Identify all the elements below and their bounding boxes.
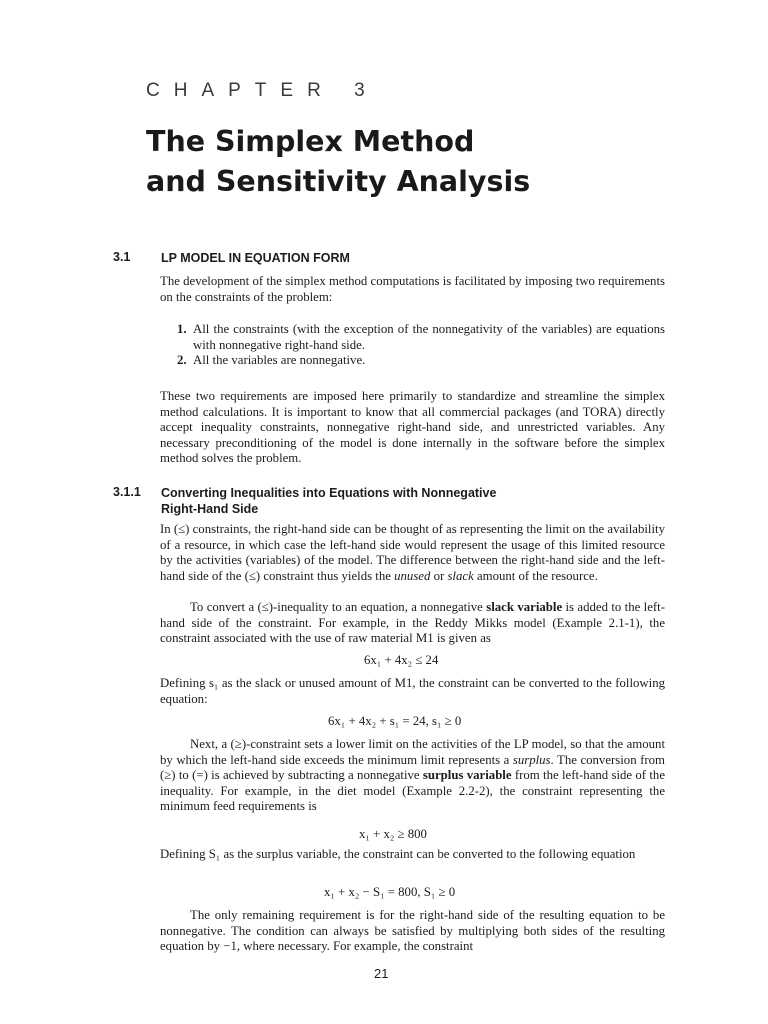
equation: x₁ + x₂ ≥ 800: [359, 827, 427, 841]
subsection-title-line2: Right-Hand Side: [161, 502, 259, 516]
equation: x₁ + x₂ − S₁ = 800, S₁ ≥ 0: [324, 885, 456, 899]
text-run: Next, a (≥)-constraint sets a lower limit on the activities of the LP model, so that the amount by which the left-hand side exceeds the minimum limit represents a: [160, 737, 665, 767]
requirements-list: [177, 322, 665, 369]
text-run: . The conversion from (≥) to (=) is achieved by subtracting a nonnegative: [160, 752, 665, 782]
subsection-title-line1: Converting Inequalities into Equations with Nonnegative: [161, 486, 497, 500]
section-paragraph: These two requirements are imposed here primarily to standardize and streamline the simplex method calculations. It is important to know that all commercial packages (and TORA) directly accept inequality constraints, nonnegative right-hand side, and unrestricted variables. Any necessary preconditioning of the model is done internally in the software before the simplex method solves the problem.: [160, 389, 665, 465]
paragraph-surplus-definition: Defining S₁ as the surplus variable, the constraint can be converted to the following equation: [160, 847, 636, 861]
list-item-number: 2.: [177, 353, 187, 367]
list-item: [177, 353, 665, 369]
section-number: 3.1: [113, 250, 131, 264]
text-run: from the left-hand side of the inequality. For example, in the diet model (Example 2.2-2), the constraint representing the minimum feed requirements is: [160, 768, 665, 813]
text-run: is added to the left-hand side of the constraint. For example, in the Reddy Mikks model (Example 2.1-1), the constraint associated with the use of raw material M1 is given as: [160, 600, 665, 645]
list-item-text: All the constraints (with the exception of the nonnegativity of the variables) are equations with nonnegative right-hand side.: [193, 322, 665, 352]
section-title: LP MODEL IN EQUATION FORM: [161, 251, 350, 265]
list-item: [177, 322, 665, 353]
bold-term: slack variable: [486, 600, 563, 614]
italic-term: unused: [394, 568, 431, 583]
paragraph-nonnegative-rhs: The only remaining requirement is for the right-hand side of the resulting equation to be nonnegative. The condition can always be satisfied by multiplying both sides of the resulting equation by −1, where necessary. For example, the constraint: [160, 908, 665, 953]
chapter-title-line2: and Sensitivity Analysis: [146, 165, 531, 198]
italic-term: surplus: [512, 752, 551, 767]
equation: 6x₁ + 4x₂ + s₁ = 24, s₁ ≥ 0: [328, 714, 462, 728]
paragraph-surplus: [160, 737, 665, 815]
text-run: To convert a (≤)-inequality to an equation, a nonnegative: [190, 600, 487, 614]
bold-term: surplus variable: [422, 768, 512, 782]
text-run: In (≤) constraints, the right-hand side can be thought of as representing the limit on the availability of a resource, in which case the left-hand side would represent the usage of this limited resource by the activities (variables) of the model. The difference between the right-hand side and the left-hand side of the (≤) constraint thus yields the: [160, 522, 665, 583]
text-run: or: [430, 568, 448, 583]
list-item-text: All the variables are nonnegative.: [193, 353, 366, 367]
italic-term: slack: [447, 568, 474, 583]
paragraph-slack-intro: [160, 522, 665, 584]
paragraph-slack-variable: [160, 600, 665, 647]
paragraph-slack-definition: Defining s₁ as the slack or unused amount of M1, the constraint can be converted to the following equation:: [160, 676, 665, 706]
subsection-title: [161, 485, 496, 517]
list-item-number: 1.: [177, 322, 187, 336]
chapter-title-line1: The Simplex Method: [146, 125, 475, 158]
section-intro: The development of the simplex method computations is facilitated by imposing two requirements on the constraints of the problem:: [160, 274, 665, 304]
chapter-title: [146, 122, 530, 202]
text-run: amount of the resource.: [473, 568, 598, 583]
equation: 6x₁ + 4x₂ ≤ 24: [364, 653, 439, 667]
chapter-label: CHAPTER 3: [146, 80, 379, 101]
subsection-number: 3.1.1: [113, 485, 141, 499]
page-number: 21: [374, 966, 389, 981]
